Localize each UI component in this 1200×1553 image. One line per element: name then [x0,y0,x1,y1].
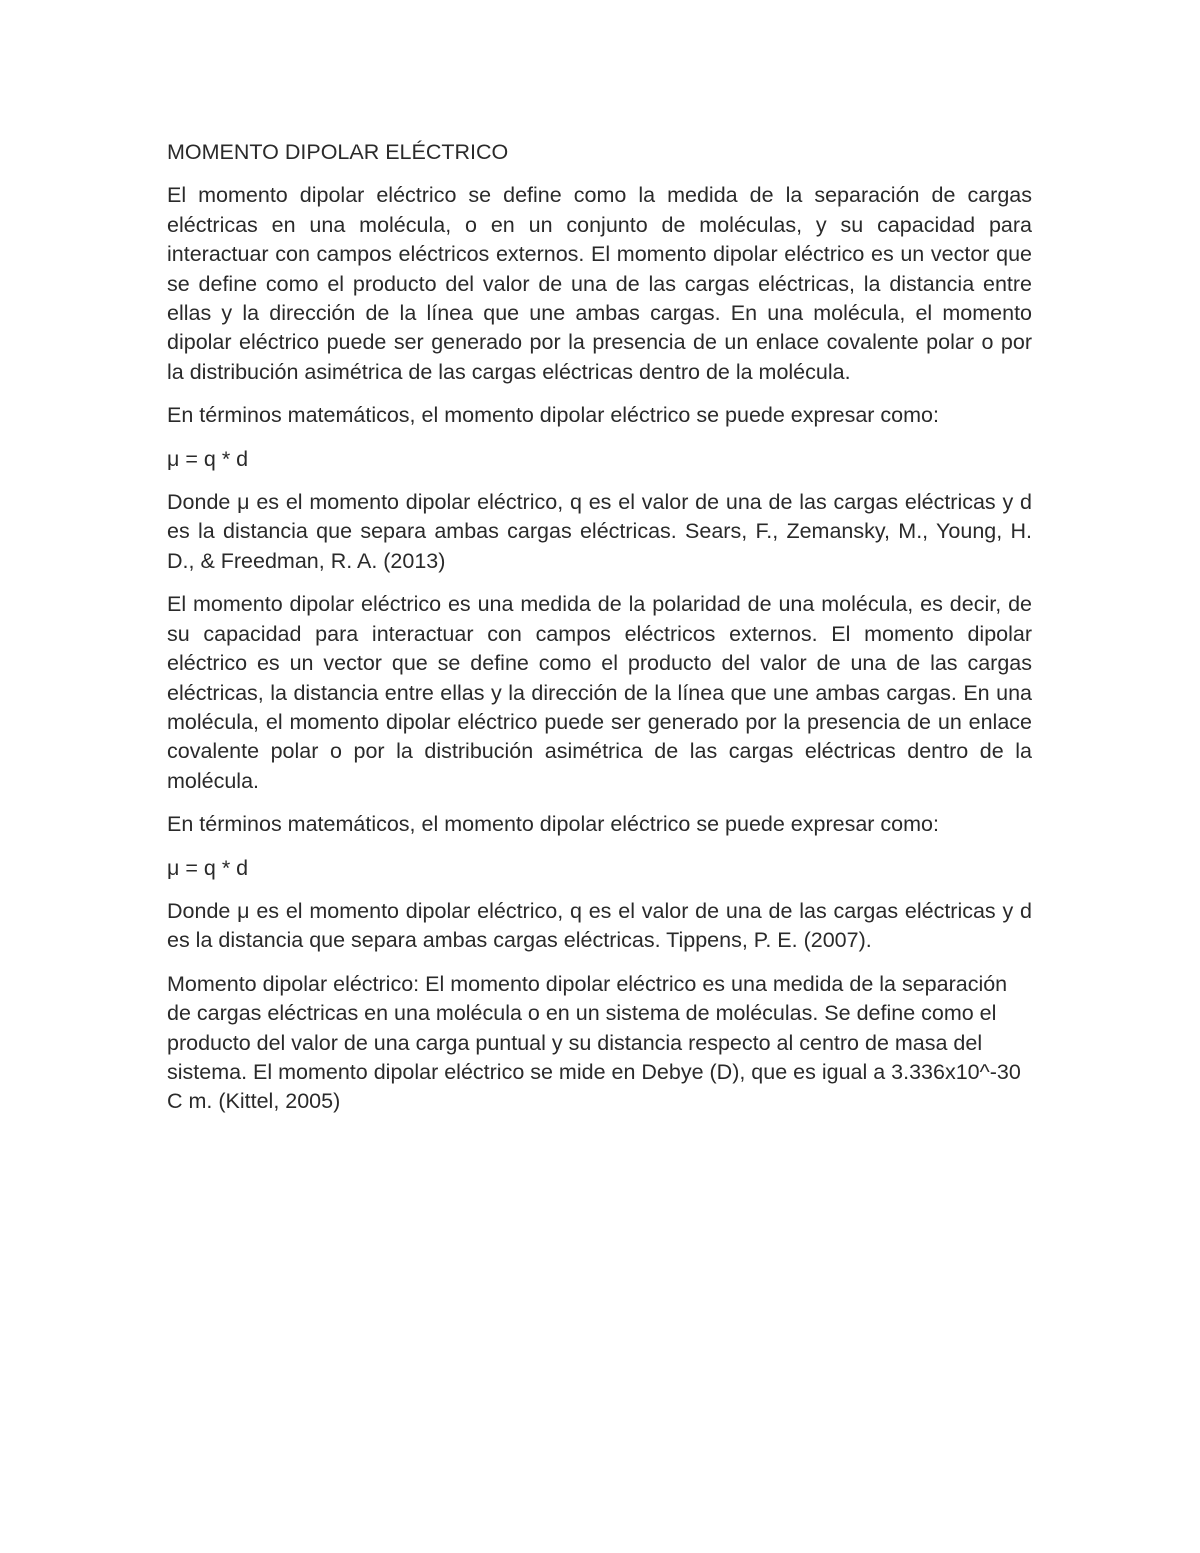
formula-2: μ = q * d [167,855,249,880]
paragraph-math-intro: En términos matemáticos, el momento dipolar eléctrico se puede expresar como: [167,403,939,428]
paragraph-debye: Momento dipolar eléctrico: El momento dipolar eléctrico es una medida de la separación de cargas eléctricas en una molécula o en un sistema de moléculas. Se define como el producto del valor de una carga puntual y su distancia respecto al centro de masa del sistema. El momento dipolar eléctrico se mide en Debye (D), que es igual a 3.336x10^-30 C m. (Kittel, 2005) [167,971,1021,1114]
paragraph-definition: El momento dipolar eléctrico se define como la medida de la separación de cargas eléctricas en una molécula, o en un conjunto de moléculas, y su capacidad para interactuar con campos eléctricos externos. El momento dipolar eléctrico es un vector que se define como el producto del valor de una de las cargas eléctricas, la distancia entre ellas y la dirección de la línea que une ambas cargas. En una molécula, el momento dipolar eléctrico puede ser generado por la presencia de un enlace covalente polar o por la distribución asimétrica de las cargas eléctricas dentro de la molécula. [167,183,1032,384]
formula: μ = q * d [167,446,249,471]
document-title: MOMENTO DIPOLAR ELÉCTRICO [167,140,509,164]
paragraph-formula-explanation-2: Donde μ es el momento dipolar eléctrico, q es el valor de una de las cargas eléctricas y d es la distancia que separa ambas cargas eléctricas. Tippens, P. E. (2007). [167,898,1032,953]
document-page [167,138,1032,1131]
paragraph-math-intro-2: En términos matemáticos, el momento dipolar eléctrico se puede expresar como: [167,812,939,837]
paragraph-formula-explanation: Donde μ es el momento dipolar eléctrico, q es el valor de una de las cargas eléctricas y d es la distancia que separa ambas cargas eléctricas. Sears, F., Zemansky, M., Young, H. D., & Freedman, R. A. (2013) [167,490,1032,573]
paragraph-polarity: El momento dipolar eléctrico es una medida de la polaridad de una molécula, es decir, de su capacidad para interactuar con campos eléctricos externos. El momento dipolar eléctrico es un vector que se define como el producto del valor de una de las cargas eléctricas, la distancia entre ellas y la dirección de la línea que une ambas cargas. En una molécula, el momento dipolar eléctrico puede ser generado por la presencia de un enlace covalente polar o por la distribución asimétrica de las cargas eléctricas dentro de la molécula. [167,592,1032,793]
